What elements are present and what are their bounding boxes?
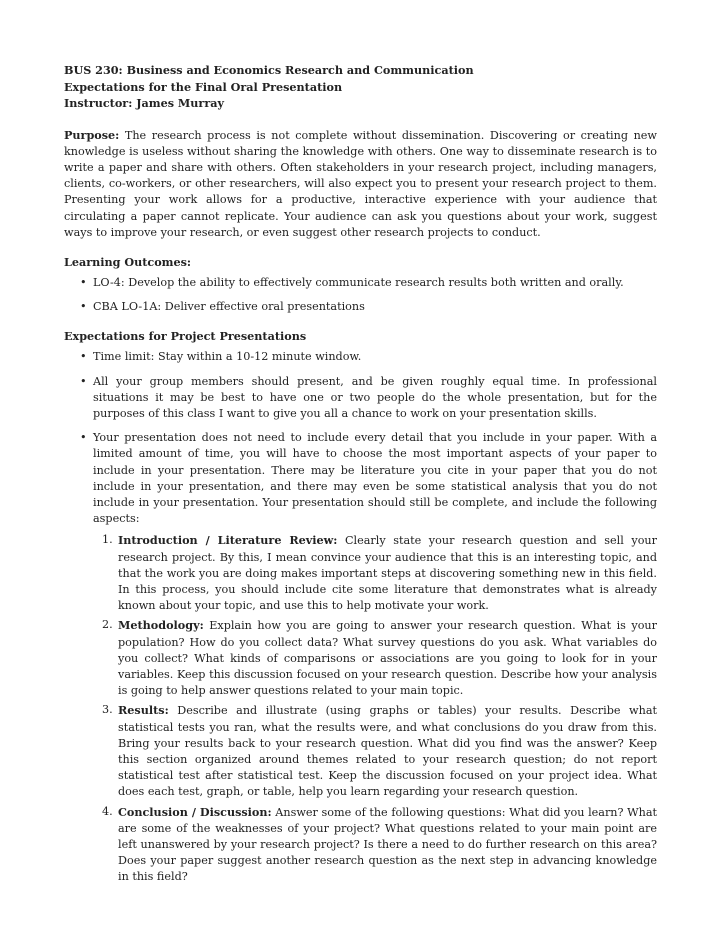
- aspect-label: Results:: [118, 703, 169, 718]
- aspect-text: Answer some of the following questions: What did you learn? What are some of the weaknesses of your project? What questions related to your main point are left unanswered by your research project? Is there a need to do further research on this area? Does your paper suggest another research question as the next step in advancing knowledge in this field?: [118, 805, 658, 884]
- expectation-text: All your group members should present, and be given roughly equal time. In professional situations it may be best to have one or two people do the whole presentation, but for the purposes of this class I want to give you all a chance to work on your presentation skills.: [93, 374, 657, 420]
- document-page: [64, 62, 657, 894]
- aspect-text: Explain how you are going to answer your research question. What is your population? How do you collect data? What survey questions do you ask. What variables do you collect? What kinds of comparisons or associations are you going to look for in your variables. Keep this discussion focused on your research question. Describe how your analysis is going to help answer questions related to your main topic.: [118, 619, 657, 698]
- list-item: [64, 349, 657, 365]
- course-title: BUS 230: Business and Economics Research and Communication: [64, 63, 474, 77]
- list-item: [64, 299, 657, 315]
- aspect-label: Methodology:: [118, 618, 204, 633]
- aspect-number: 2.: [102, 618, 113, 632]
- aspect-item: [93, 617, 657, 699]
- aspect-text: Clearly state your research question and sell your research project. By this, I mean convince your audience that this is an interesting topic, and that the work you are doing makes important steps at discovering something new in this field. In this process, you should include cite some literature that demonstrates what is already known about your topic, and use this to help motivate your work.: [118, 534, 657, 613]
- expectations-list: [64, 349, 657, 885]
- expectation-text: Time limit: Stay within a 10-12 minute window.: [93, 350, 362, 364]
- aspect-number: 4.: [102, 804, 113, 818]
- bullet-icon: •: [80, 374, 87, 388]
- expectations-heading: Expectations for Project Presentations: [64, 329, 307, 344]
- list-item: [64, 430, 657, 885]
- list-item: [64, 374, 657, 423]
- bullet-icon: •: [80, 300, 87, 314]
- bullet-icon: •: [80, 431, 87, 445]
- bullet-icon: •: [80, 275, 87, 289]
- aspect-number: 3.: [102, 703, 113, 717]
- purpose-label: Purpose:: [64, 127, 120, 142]
- aspect-number: 1.: [102, 533, 113, 547]
- aspect-item: [93, 804, 657, 886]
- instructor-line: Instructor: James Murray: [64, 96, 224, 110]
- aspect-item: [93, 532, 657, 614]
- outcome-text: LO-4: Develop the ability to effectively communicate research results both written and orally.: [93, 275, 624, 289]
- list-item: [64, 275, 657, 291]
- aspect-item: [93, 702, 657, 800]
- document-subtitle: Expectations for the Final Oral Presentation: [64, 79, 343, 94]
- aspect-label: Introduction / Literature Review:: [118, 533, 338, 548]
- aspect-text: Describe and illustrate (using graphs or tables) your results. Describe what statistical tests you ran, what the results were, and what conclusions do you draw from this. Bring your results back to your research question. What did you find was the answer? Keep this section organized around themes related to your research question; do not report statistical test after statistical test. Keep the discussion focused on your project idea. What does each test, graph, or table, help you learn regarding your research question.: [118, 704, 658, 799]
- presentation-aspects-list: [93, 532, 657, 885]
- outcome-text: CBA LO-1A: Deliver effective oral presentations: [93, 300, 365, 314]
- bullet-icon: •: [80, 350, 87, 364]
- learning-outcomes-heading: Learning Outcomes:: [64, 254, 192, 269]
- purpose-text: The research process is not complete without dissemination. Discovering or creating new knowledge is useless without sharing the knowledge with others. One way to disseminate research is to write a paper and share with others. Often stakeholders in your research project, including managers, clients, co-workers, or other researchers, will also expect you to present your research project to them. Presenting your work allows for a productive, interactive experience with your audience that circulating a paper cannot replicate. Your audience can ask you questions about your work, suggest ways to improve your research, or even suggest other research projects to conduct.: [64, 128, 657, 239]
- aspect-label: Conclusion / Discussion:: [118, 804, 272, 819]
- purpose-paragraph: [64, 127, 657, 241]
- learning-outcomes-list: [64, 275, 657, 315]
- expectation-text: Your presentation does not need to include every detail that you include in your paper. With a limited amount of time, you will have to choose the most important aspects of your paper to include in your presentation. There may be literature you cite in your paper that you do not include in your presentation, and there may even be some statistical analysis that you do not include in your presentation. Your presentation should still be complete, and include the following aspects:: [93, 431, 657, 526]
